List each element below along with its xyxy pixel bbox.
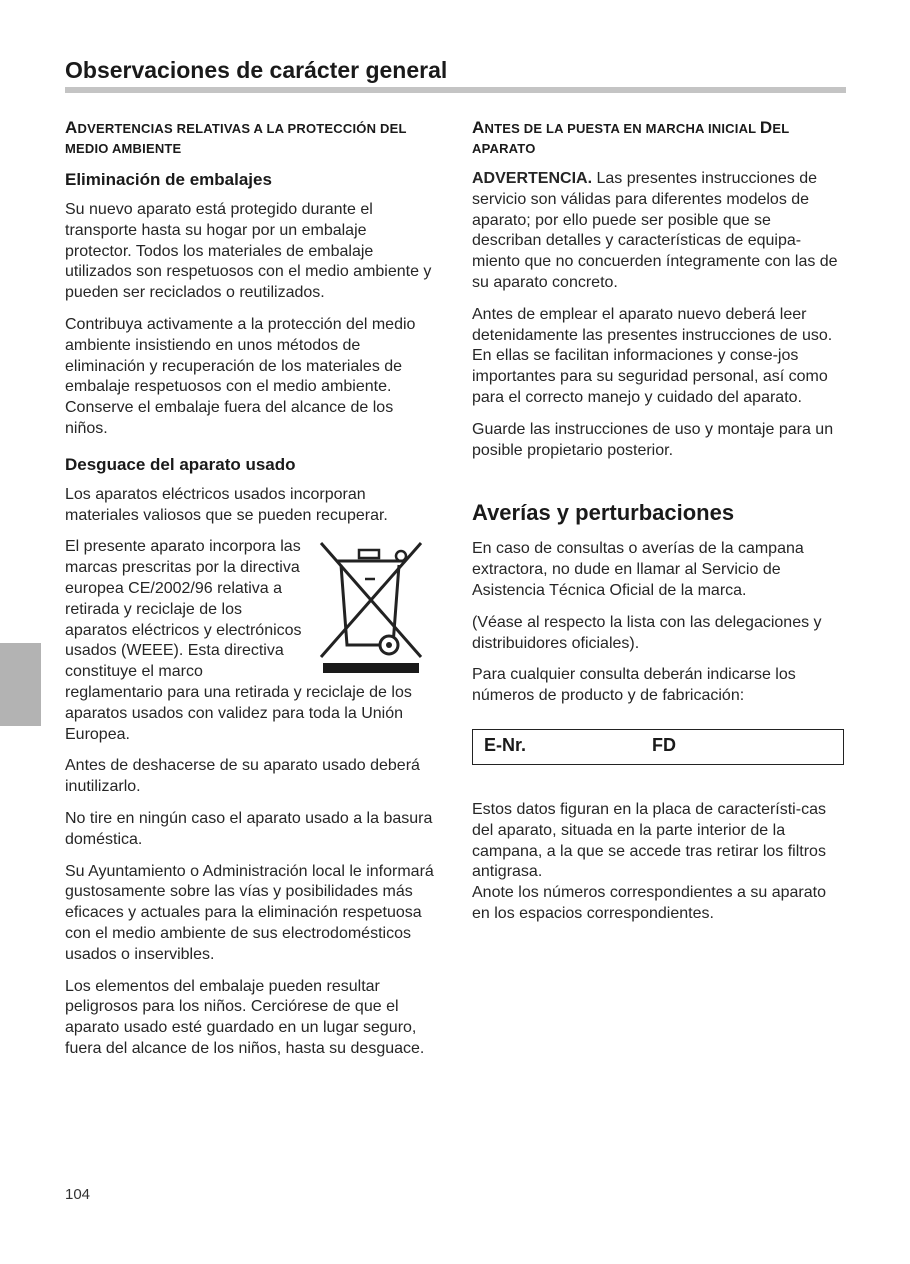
rating-plate-paragraph: Estos datos figuran en la placa de característi-cas del aparato, situada en la parte interior de la campana, a la que se accede tras retirar los filtros antigrasa. [472, 800, 826, 881]
disposal-paragraph: No tire en ningún caso el aparato usado a la basura doméstica. [65, 809, 433, 848]
enr-label: E-Nr. [484, 734, 527, 755]
side-tab-marker [0, 643, 41, 726]
product-number-box [472, 729, 844, 765]
instructions-paragraph: Guarde las instrucciones de uso y montaje para un posible propietario posterior. [472, 420, 834, 459]
first-start-section-heading: ANTES DE LA PUESTA EN MARCHA INICIAL DEL APARATO [472, 118, 790, 156]
instructions-paragraph: Antes de emplear el aparato nuevo deberá leer detenidamente las presentes instrucciones de uso. En ellas se facilitan informaciones y conse-jos importantes para su seguridad personal, así como para el correcto manejo y cuidado del aparato. [472, 305, 833, 406]
faults-paragraph: Para cualquier consulta deberán indicarse los números de producto y de fabricación: [472, 666, 796, 705]
disposal-paragraph: Los aparatos eléctricos usados incorporan materiales valiosos que se pueden recuperar. [65, 485, 388, 524]
weee-block [65, 537, 437, 745]
crossed-out-wheelie-bin-icon [317, 539, 425, 675]
packaging-paragraph: Su nuevo aparato está protegido durante el transporte hasta su hogar por un embalaje protector. Todos los materiales de embalaje utilizados son respetuosos con el medio ambiente y pueden ser reciclados o reutilizados. [65, 201, 432, 302]
rating-plate-paragraph: Anote los números correspondientes a su aparato en los espacios correspondientes. [472, 884, 826, 922]
faults-paragraph: (Véase al respecto la lista con las delegaciones y distribuidores oficiales). [472, 613, 822, 652]
warning-label: ADVERTENCIA. [472, 170, 593, 187]
packaging-paragraph: Contribuya activamente a la protección del medio ambiente insistiendo en unos métodos de eliminación y recuperación de los materiales de embalaje respetuosos con el medio ambiente. Conserve el embalaje fuera del alcance de los niños. [65, 315, 416, 437]
left-column [65, 118, 437, 1071]
fd-label: FD [652, 734, 676, 755]
disposal-paragraph: Antes de deshacerse de su aparato usado deberá inutilizarlo. [65, 757, 420, 796]
page-number: 104 [65, 1186, 91, 1203]
disposal-paragraph: Los elementos del embalaje pueden resultar peligrosos para los niños. Cerciórese de que el aparato usado esté guardado en un lugar seguro, fuera del alcance de los niños, hasta su desguace. [65, 977, 425, 1057]
right-column [472, 118, 844, 936]
disposal-paragraph: Su Ayuntamiento o Administración local le informará gustosamente sobre las vías y posibilidades más eficaces y actuales para la eliminación respetuosa con el medio ambiente de sus electrodomésticos usados o inservibles. [65, 862, 434, 963]
faults-heading: Averías y perturbaciones [472, 500, 735, 526]
title-rule [65, 87, 846, 93]
weee-paragraph: El presente aparato incorpora las marcas prescritas por la directiva europea CE/2002/96 relativa a retirada y reciclaje de los aparatos eléctricos y electrónicos usados (WEEE). Esta directiva constituye el marco reglamentario para una retirada y reciclaje de los aparatos usados con validez para toda la Unión Europea. [65, 538, 412, 743]
disposal-heading: Desguace del aparato usado [65, 454, 296, 474]
packaging-heading: Eliminación de embalajes [65, 170, 272, 189]
environment-section-heading: ADVERTENCIAS RELATIVAS A LA PROTECCIÓN DEL MEDIO AMBIENTE [65, 118, 407, 156]
warning-paragraph: ADVERTENCIA. Las presentes instrucciones de servicio son válidas para diferentes modelos de aparato; por ello puede ser posible que se describan detalles y características de equipa-miento que no concuerden íntegramente con las de su aparato concreto. [472, 170, 838, 291]
page-title: Observaciones de carácter general [65, 57, 448, 83]
faults-paragraph: En caso de consultas o averías de la campana extractora, no dude en llamar al Servicio de Asistencia Técnica Oficial de la marca. [472, 540, 804, 599]
